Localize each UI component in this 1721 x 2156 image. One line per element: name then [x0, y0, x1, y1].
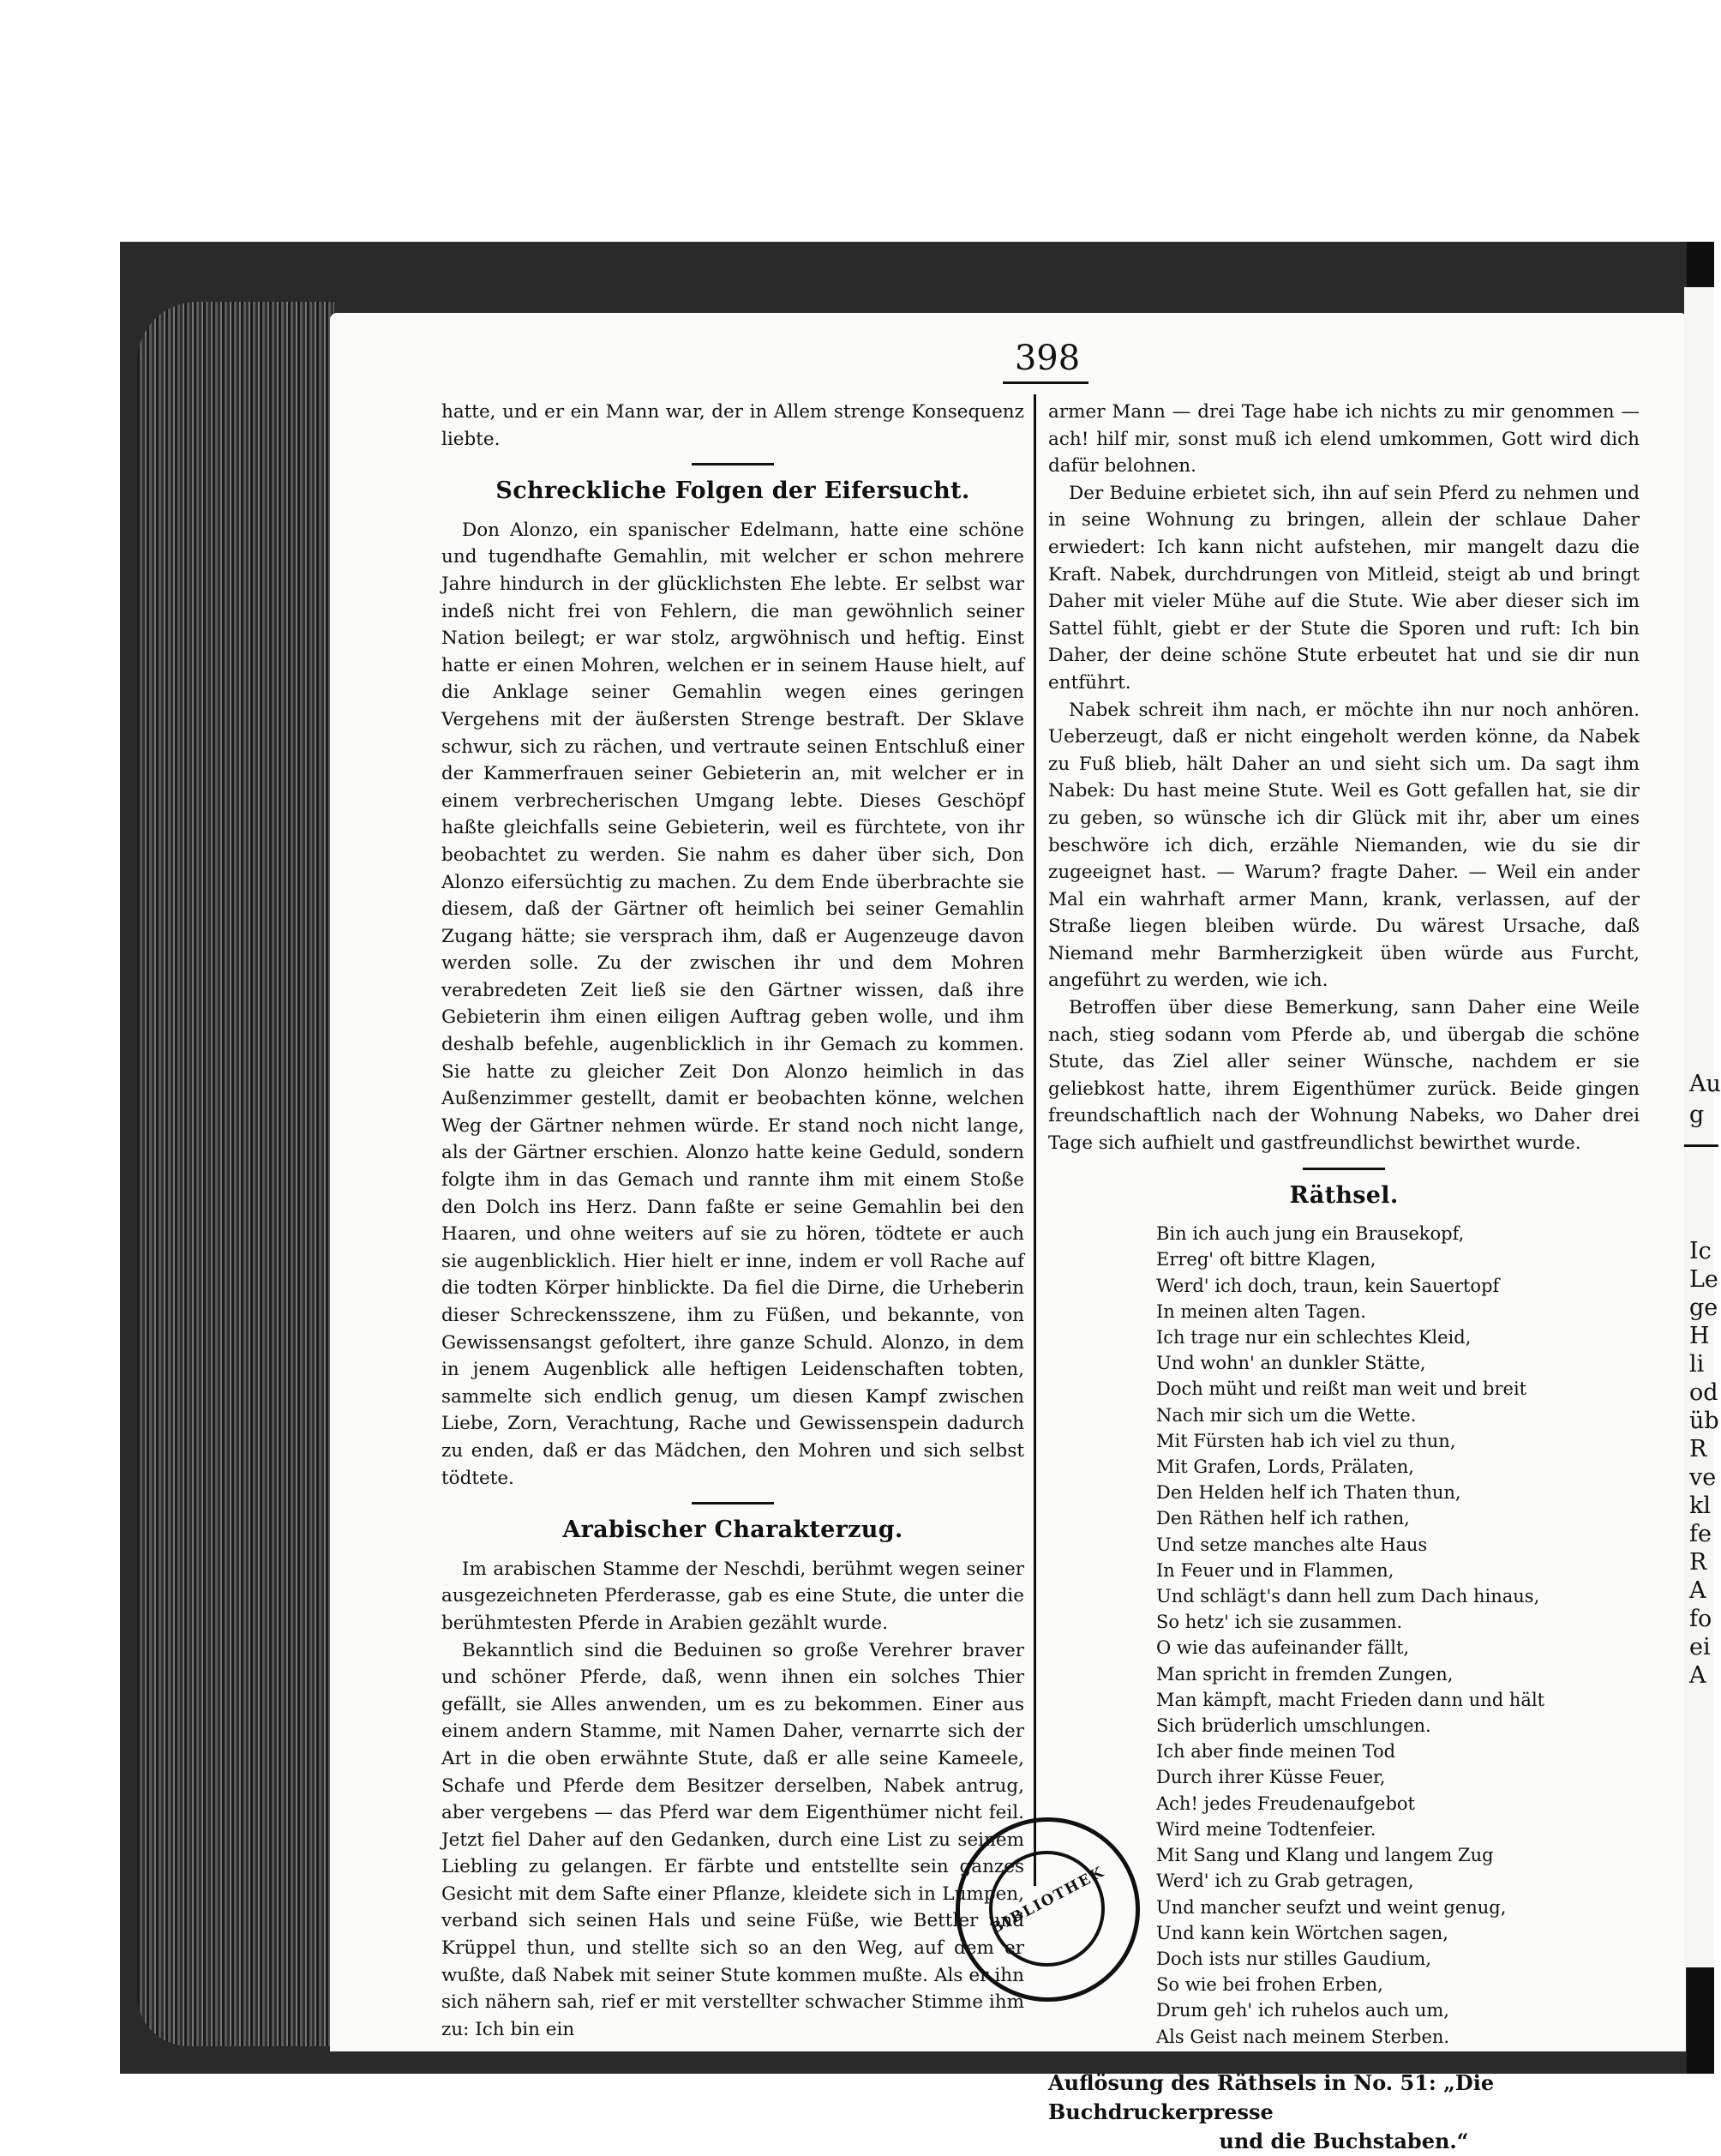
- book-page-edges: [137, 302, 334, 2046]
- fragment-text: g: [1689, 1102, 1705, 1128]
- poem-line: Werd' ich doch, traun, kein Sauertopf: [1156, 1275, 1500, 1296]
- solution-line: Auflösung des Räthsels in No. 51: „Die Buchdruckerpresse: [1048, 2069, 1495, 2124]
- poem-line: Ich trage nur ein schlechtes Kleid,: [1156, 1327, 1472, 1348]
- section-jealousy-text: Don Alonzo, ein spanischer Edelmann, hatte eine schöne und tugendhafte Gemahlin, mit welcher er schon mehrere Jahre hindurch in der glücklichsten Ehe lebte. Er selbst war indeß nicht frei von Fehlern, die man gewöhnlich seiner Nation beilegt; er war stolz, argwöhnisch und heftig. Einst hatte er einen Mohren, welchen er in seinem Hause hielt, auf die Anklage seiner Gemahlin wegen eines geringen Vergehens mit der äußersten Strenge bestraft. Der Sklave schwur, sich zu rächen, und vertraute seinen Entschluß einer der Kammerfrauen seiner Gebieterin an, mit welcher er in einem verbrecherischen Umgang lebte. Dieses Geschöpf haßte gleichfalls seine Gebieterin, weil es fürchtete, von ihr beobachtet zu werden. Sie nahm es daher über sich, Don Alonzo eifersüchtig zu machen. Zu dem Ende überbrachte sie diesem, daß der Gärtner oft heimlich bei seiner Gemahlin Zugang hätte; sie versprach ihm, daß er Augenzeuge davon werden solle. Zu der zwischen ihr und dem Mohren verabredeten Zeit ließ sie den Gärtner wissen, daß ihre Gebieterin ihm einen eiligen Auftrag geben wolle, und ihm deshalb befehle, augenblicklich in ihr Gemach zu kommen. Sie hatte zu gleicher Zeit Don Alonzo heimlich in das Außenzimmer gestellt, damit er beobachten könne, welchen Weg der Gärtner nehmen würde. Er stand noch nicht lange, als der Gärtner erschien. Alonzo hatte keine Geduld, sondern folgte ihm in das Gemach und rannte ihm mit einem Stoße den Dolch ins Herz. Dann faßte er seine Gemahlin bei den Haaren, und ohne weiters auf sie zu hören, tödtete er auch sie augenblicklich. Hier hielt er inne, indem er voll Rache auf die todten Körper hinblickte. Da fiel die Dirne, die Urheberin dieser Schreckensszene, ihm zu Füßen, und bekannte, von Gewissensangst gefoltert, ihre ganze Schuld. Alonzo, in dem in jenem Augenblick alle heftigen Leidenschaften tobten, sammelte sich endlich genug, um diesen Kampf zwischen Liebe, Zorn, Verachtung, Rache und Gewissenspein dadurch zu enden, daß er das Mädchen, den Mohren und sich selbst tödtete.: [441, 519, 1024, 1489]
- poem-line: Erreg' oft bittre Klagen,: [1156, 1249, 1376, 1270]
- poem-line: Doch müht und reißt man weit und breit: [1156, 1378, 1527, 1400]
- section-arabian-paragraph: Bekanntlich sind die Beduinen so große Verehrer braver und schöner Pferde, daß, wenn ihnen ein solches Thier gefällt, sie Alles anwenden, um es zu bekommen. Einer aus einem andern Stamme, mit Namen Daher, vernarrte sich der Art in die oben erwähnte Stute, daß er alle seine Kameele, Schafe und Pferde dem Besitzer derselben, Nabek antrug, aber vergebens — das Pferd war dem Eigenthümer nicht feil. Jetzt fiel Daher auf den Gedanken, durch eine List zu seinem Liebling zu gelangen. Er färbte und entstellte sein ganzes Gesicht mit dem Safte einer Pflanze, kleidete sich in Lumpen, verband sich seinen Hals und seine Füße, wie Bettler und Krüppel thun, und stellte sich so an den Weg, auf dem er wußte, daß Nabek mit seiner Stute kommen mußte. Als er ihn sich nähern sah, rief er mit verstellter schwacher Stimme ihm zu: Ich bin ein: [441, 1639, 1024, 2040]
- fragment-text: A: [1689, 1662, 1706, 1689]
- page-number: 398: [1014, 339, 1081, 378]
- poem-line: Man spricht in fremden Zungen,: [1156, 1663, 1454, 1685]
- fragment-text: R: [1689, 1436, 1707, 1462]
- fragment-text: fe: [1689, 1521, 1712, 1547]
- fragment-text: li: [1689, 1351, 1705, 1378]
- poem-line: Nach mir sich um die Wette.: [1156, 1404, 1417, 1426]
- section-arabian-paragraph: Im arabischen Stamme der Neschdi, berühmt wegen seiner ausgezeichneten Pferderasse, gab es eine Stute, die unter die berühmtesten Pferde in Arabien gezählt wurde.: [441, 1558, 1024, 1634]
- fragment-text: üb: [1689, 1408, 1719, 1434]
- poem-line: Werd' ich zu Grab getragen,: [1156, 1871, 1414, 1892]
- story-continuation: armer Mann — drei Tage habe ich nichts zu mir genommen — ach! hilf mir, sonst muß ich elend umkommen, Gott wird dich dafür belohnen.: [1048, 401, 1640, 477]
- fragment-text: ve: [1689, 1464, 1717, 1491]
- section-divider: [1303, 1168, 1385, 1170]
- fragment-text: A: [1689, 1577, 1706, 1604]
- poem-line: In meinen alten Tagen.: [1156, 1300, 1366, 1322]
- poem-line: So wie bei frohen Erben,: [1156, 1974, 1383, 1996]
- section-divider: [692, 463, 774, 465]
- fragment-text: od: [1689, 1379, 1718, 1406]
- poem-line: Den Räthen helf ich rathen,: [1156, 1508, 1410, 1529]
- riddle-poem: [1156, 1221, 1640, 2050]
- column-divider: [1034, 394, 1036, 1886]
- left-column: [441, 399, 1024, 2043]
- poem-line: Mit Grafen, Lords, Prälaten,: [1156, 1456, 1414, 1478]
- library-stamp: [956, 1817, 1140, 2002]
- poem-line: O wie das aufeinander fällt,: [1156, 1637, 1410, 1659]
- poem-line: Mit Fürsten hab ich viel zu thun,: [1156, 1430, 1456, 1451]
- fragment-text: Ic: [1689, 1238, 1712, 1264]
- story-paragraph: Der Beduine erbietet sich, ihn auf sein Pferd zu nehmen und in seine Wohnung zu bringen, allein der schlaue Daher erwiedert: Ich kann nicht aufstehen, mir mangelt dazu die Kraft. Nabek, durchdrungen von Mitleid, steigt ab und bringt Daher mit vieler Mühe auf die Stute. Wie aber dieser sich im Sattel fühlt, giebt er der Stute die Sporen und ruft: Ich bin Daher, der deine schöne Stute erbeutet hat und sie dir nun entführt.: [1048, 482, 1640, 694]
- solution-line: und die Buchstaben.“: [1219, 2128, 1469, 2153]
- poem-line: Doch ists nur stilles Gaudium,: [1156, 1948, 1431, 1969]
- fragment-text: ei: [1689, 1634, 1711, 1661]
- riddle-title: Räthsel.: [1289, 1181, 1399, 1209]
- story-paragraph: Betroffen über diese Bemerkung, sann Daher eine Weile nach, stieg sodann vom Pferde ab, und übergab die schöne Stute, das Ziel aller seiner Wünsche, nachdem er sie geliebkost hatte, ihrem Eigenthümer zurück. Beide gingen freundschaftlich nach der Wohnung Nabeks, wo Daher drei Tage sich aufhielt und gastfreundlichst bewirthet wurde.: [1048, 997, 1640, 1155]
- fragment-text: H: [1689, 1323, 1710, 1349]
- stamp-text: BIBLIOTHEK: [987, 1863, 1108, 1938]
- poem-line: Und kann kein Wörtchen sagen,: [1156, 1922, 1448, 1943]
- poem-line: Mit Sang und Klang und langem Zug: [1156, 1845, 1494, 1866]
- poem-line: Durch ihrer Küsse Feuer,: [1156, 1767, 1386, 1788]
- poem-line: Man kämpft, macht Frieden dann und hält: [1156, 1689, 1545, 1710]
- page-number-rule: [1003, 381, 1088, 384]
- poem-line: Sich brüderlich umschlungen.: [1156, 1715, 1431, 1737]
- fragment-text: fo: [1689, 1606, 1712, 1632]
- section-title-jealousy: Schreckliche Folgen der Eifersucht.: [495, 477, 970, 505]
- fragment-text: R: [1689, 1549, 1707, 1576]
- poem-line: Drum geh' ich ruhelos auch um,: [1156, 2000, 1449, 2021]
- story-paragraph: Nabek schreit ihm nach, er möchte ihn nur noch anhören. Ueberzeugt, daß er nicht eingeholt werden könne, da Nabek zu Fuß blieb, hält Daher an und sieht sich um. Da sagt ihm Nabek: Du hast meine Stute. Weil es Gott gefallen hat, sie dir zu geben, so wünsche ich dir Glück mit ihr, aber um eines beschwöre ich dich, erzähle Niemanden, wie du sie dir zugeeignet hast. — Warum? fragte Daher. — Weil ein ander Mal ein wahrhaft armer Mann, krank, verlassen, auf der Straße liegen bleiben würde. Du wärest Ursache, daß Niemand mehr Barmherzigkeit üben würde aus Furcht, angeführt zu werden, wie ich.: [1048, 699, 1640, 992]
- poem-line: Und wohn' an dunkler Stätte,: [1156, 1353, 1426, 1374]
- poem-line: Und schlägt's dann hell zum Dach hinaus,: [1156, 1586, 1540, 1607]
- section-title-arabian: Arabischer Charakterzug.: [562, 1516, 903, 1544]
- poem-line: So hetz' ich sie zusammen.: [1156, 1612, 1403, 1633]
- poem-line: Und setze manches alte Haus: [1156, 1534, 1428, 1555]
- poem-line: Als Geist nach meinem Sterben.: [1156, 2026, 1450, 2047]
- fragment-text: Au: [1689, 1071, 1721, 1097]
- poem-line: Ich aber finde meinen Tod: [1156, 1741, 1396, 1763]
- fragment-text: ge: [1689, 1294, 1718, 1321]
- fragment-rule: [1684, 1144, 1718, 1147]
- poem-line: Und mancher seufzt und weint genug,: [1156, 1896, 1507, 1918]
- continued-text: hatte, und er ein Mann war, der in Allem strenge Konsequenz liebte.: [441, 401, 1024, 450]
- fragment-text: kl: [1689, 1492, 1711, 1519]
- poem-line: Bin ich auch jung ein Brausekopf,: [1156, 1223, 1465, 1245]
- poem-line: Wird meine Todtenfeier.: [1156, 1818, 1376, 1840]
- poem-line: Ach! jedes Freudenaufgebot: [1156, 1793, 1415, 1814]
- adjacent-page-fragment: [1684, 287, 1721, 1967]
- poem-line: Den Helden helf ich Thaten thun,: [1156, 1482, 1461, 1504]
- section-divider: [692, 1502, 774, 1504]
- poem-line: In Feuer und in Flammen,: [1156, 1559, 1394, 1581]
- riddle-solution: [1048, 2069, 1640, 2156]
- fragment-text: Le: [1689, 1266, 1718, 1293]
